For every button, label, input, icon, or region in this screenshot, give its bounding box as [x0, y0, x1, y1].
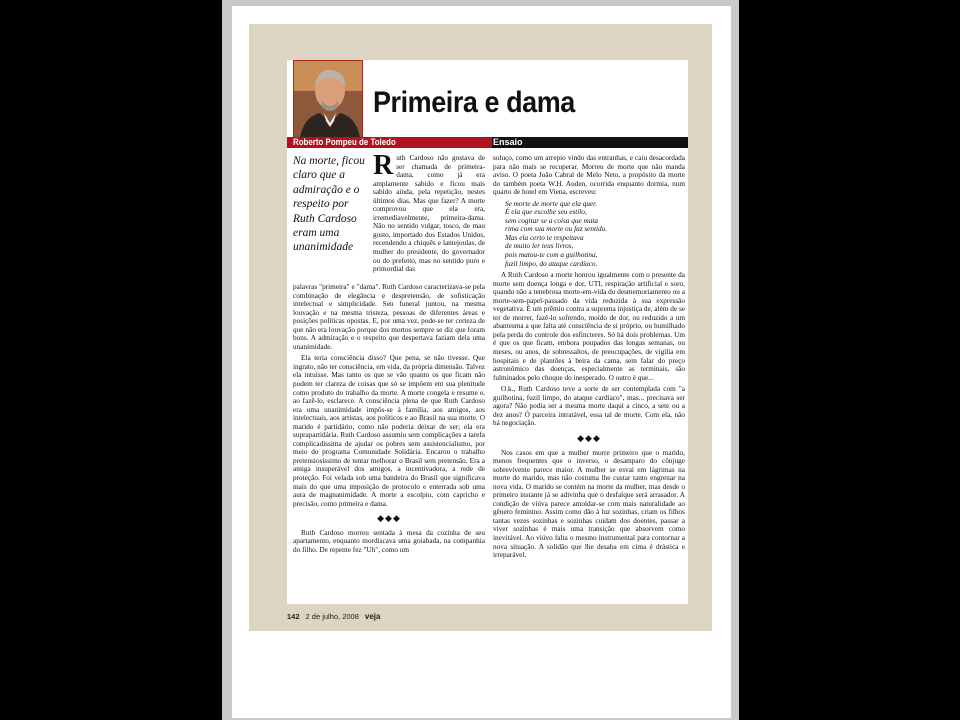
page-number: 142 — [287, 612, 300, 621]
paragraph: Ruth Cardoso não gostava de ser chamada de primeira-dama, como já era amplamente sabido e ficou mais sabido ainda, pela repetição, nestes últimos dias. Mas que fazer? A morte comprovou que ela era, irremediavelmente, primeira-dama. Não no sentido vulgar, tosco, de mau gosto, importado dos Estados Unidos, recendendo a chiquês e lantejoulas, de mulher do presidente, do governador ou do prefeito, mas no sentido puro e primordial das — [373, 150, 485, 274]
paragraph: soluço, como um arrepio vindo das entranhas, e caiu desacordada para não mais se recuperar. Morreu de morte que não manda aviso. O poeta João Cabral de Melo Neto, a propósito da morte do também poeta W.H. Auden, ocorrida enquanto dormia, num quarto de hotel em Viena, escreveu: — [493, 154, 685, 197]
paragraph: Ruth Cardoso morreu sentada à mesa da cozinha de seu apartamento, enquanto mordiscava uma goiabada, na companhia do filho. De repente fez "Uh", como um — [293, 528, 485, 554]
poem-quote: Se morte de morte que ela quer. É ela que escolhe seu estilo, sem cogitar se a coisa que mata rima com sua morte ou faz sentido. Mas ela certo te respeitava de muito ler teus livros, pois matou-te com a guilhotina, fuzil limpo, do ataque cardíaco. — [505, 199, 608, 268]
page-footer — [287, 612, 380, 621]
publication-name: veja — [364, 612, 381, 621]
author-name: Roberto Pompeu de Toledo — [293, 137, 396, 147]
paragraph: A Ruth Cardoso a morte honrou igualmente com o presente da morte sem doença longa e dor, UTI, respiração artificial e soro, quando não a tenebrosa morte-em-vida do desmemoriamento ou a morte-sem-papel-passado da vida reduzida à sua expressão vegetativa. É um prêmio contra a suprema injustiça de, além de se ter de morrer, fazê-lo sofrendo, moído de dor, ou reduzido a um abantesma a que falta até consciência de si próprio, ou humilhado pela perda do controle dos esfíncteres. Só há dois problemas. Um é que os que ficam, embora poupados das longas semanas, ou meses, ou anos, de sobressaltos, de preocupações, de vigília em hospitais e de plantões à beira da cama, sem falar do preço astronômico das doenças, especialmente as terminais, são fulminados pelo choque do inesperado. O outro é que... — [493, 271, 685, 382]
drop-cap: R — [373, 150, 394, 181]
column-1-top — [373, 150, 485, 277]
article-title: Primeira e dama — [373, 86, 575, 119]
author-photo — [293, 60, 363, 138]
issue-date: 2 de julho, 2008 — [305, 612, 359, 621]
column-1-bottom — [293, 283, 485, 557]
column-2 — [493, 154, 685, 563]
paragraph: palavras "primeira" e "dama". Ruth Cardoso caracterizava-se pela combinação de elegância e despretensão, de sofisticação intelectual e simplicidade. Seu funeral juntou, na mesma louvação e na mesma tristeza, pessoas de diferentes áreas e posições políticas opostas. E, por uma vez, pode-se ter certeza de que não era louvação porque dos mortos sempre se diz que foram bons. A admiração e o respeito que despertava faziam dela uma unanimidade. — [293, 283, 485, 351]
author-portrait-icon — [294, 61, 362, 137]
paragraph: Nos casos em que a mulher morre primeiro que o marido, menos frequentes que o inverso, o desamparo do cônjuge sobrevivente parece maior. A mulher se esvai em lágrimas na morte do marido, mas não costuma lhe custar tanto engrenar na nova vida. O marido se contém na morte da mulher, mas desde o primeiro instante já se adivinha que o desfalque será arrasador. A condição de viúva parece amoldar-se com mais naturalidade ao gênero feminino. Assim como dão à luz sozinhas, criam os filhos tantas vezes sozinhas e sozinhas cuidam dos doentes, passar a viver sozinhas é mais uma transição que absorvem como inevitável. Ao viúvo falta o mesmo instrumental para contornar a nova situação. A solidão que lhe desaba em cima é drástica e irreparável. — [493, 448, 685, 560]
section-label: Ensaio — [493, 137, 523, 147]
section-separator: ◆◆◆ — [377, 513, 401, 524]
paragraph: Ela teria consciência disso? Que pena, se não tivesse. Que ingrato, não ter consciência, em vida, da própria dimensão. Talvez ela intuísse. Mas tanto os que se vão quanto os que ficam não podem ter clareza de coisas que só se impõem em sua plenitude como produto do trabalho da morte. A morte congela e resume e, ao fazê-lo, esclarece. A consciência plena de que Ruth Cardoso era uma unanimidade impôs-se à família, aos amigos, aos intelectuais, aos artistas, aos políticos e ao Brasil na sua morte. O marido é partidário, como não poderia deixar de ser; ela era suprapartidária. Ruth Cardoso assumiu sem complicações a tarefa complicadíssima de ajudar os pobres sem assistencialismo, por meio do programa Comunidade Solidária. Encarou o trabalho pretensiosíssimo de tentar melhorar o Brasil sem pretensão. Era a amiga insuperável dos amigos, a incentivadora, a rede de proteção. Foi velada sob uma bandeira do Brasil que significava mais do que uma imposição de protocolo e enterrada sob uma aura de magnanimidade. A morte a escolpiu, com capricho e precisão, como primeira e dama. — [293, 354, 486, 508]
pull-quote: Na morte, ficou claro que a admiração e o respeito por Ruth Cardoso eram uma unanimidade — [293, 155, 365, 254]
section-separator: ◆◆◆ — [577, 432, 601, 443]
article-panel — [287, 60, 688, 604]
byline-bar — [287, 137, 688, 148]
paragraph: O.k., Ruth Cardoso teve a sorte de ser contemplada com "a guilhotina, fuzil limpo, do ataque cardíaco", mas... precisava ser agora? Não podia ser a mesma morte daqui a cinco, a sete ou a dez anos? Ó parceira intratável, essa tal de morte. Com ela, não há negociação. — [493, 385, 685, 428]
